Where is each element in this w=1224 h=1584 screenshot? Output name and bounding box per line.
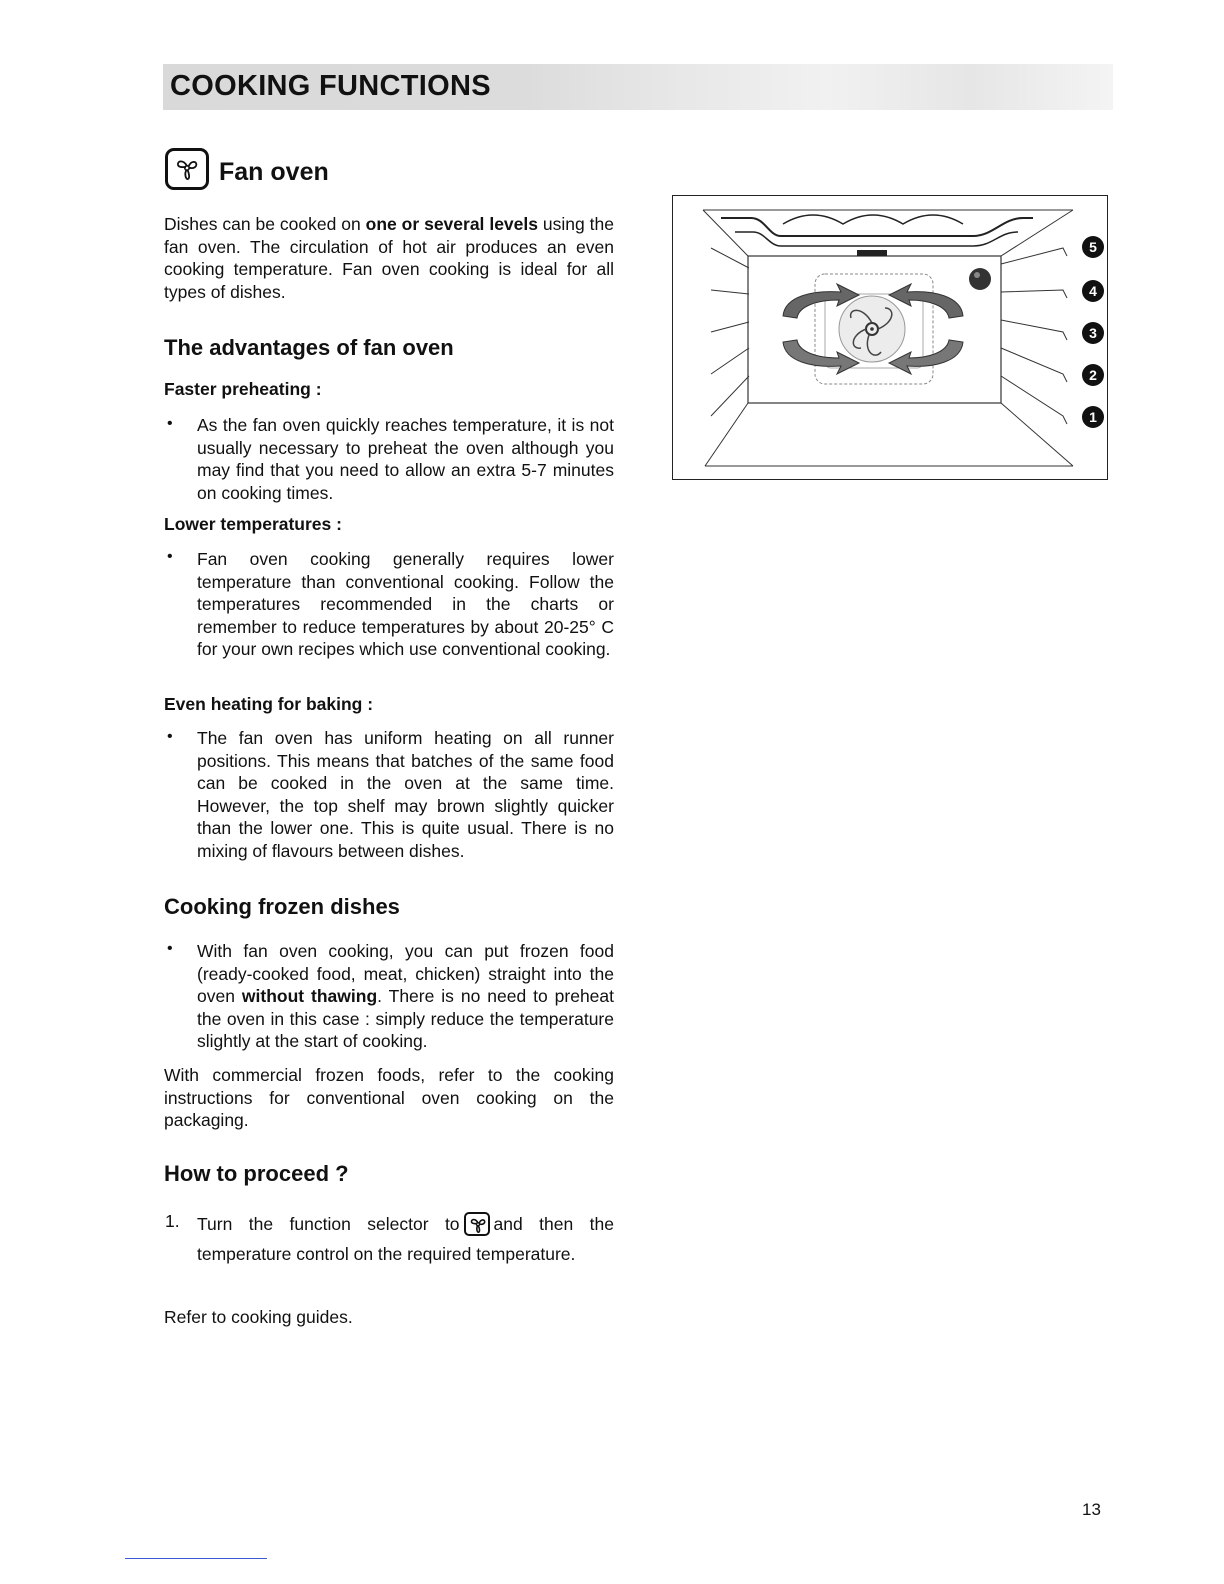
shelf-level-1: 1 — [1082, 406, 1104, 428]
frozen-bullet-text: With fan oven cooking, you can put frozen food (ready-cooked food, meat, chicken) straight into the oven without thawing. There is no need to preheat the oven in this case : simply reduce the temperature slightly at the start of cooking. — [197, 941, 615, 1052]
intro-paragraph: Dishes can be cooked on one or several levels using the fan oven. The circulation of hot air produces an even cooking temperature. Fan oven cooking is ideal for all types of dishes. — [164, 214, 614, 302]
step-text: Turn the function selector to and then the temperature control on the required temperature. — [197, 1214, 614, 1264]
shelf-level-5: 5 — [1082, 236, 1104, 258]
advantages-heading: The advantages of fan oven — [164, 335, 454, 360]
shelf-level-3: 3 — [1082, 322, 1104, 344]
shelf-level-4: 4 — [1082, 280, 1104, 302]
section-title: Fan oven — [219, 158, 329, 186]
fan-oven-icon — [165, 148, 209, 190]
page-title: COOKING FUNCTIONS — [170, 70, 491, 102]
refer-text: Refer to cooking guides. — [164, 1307, 353, 1327]
frozen-note: With commercial frozen foods, refer to the cooking instructions for conventional oven cooking on the packaging. — [164, 1065, 614, 1131]
page-number: 13 — [1082, 1500, 1101, 1519]
faster-preheating-heading: Faster preheating : — [164, 379, 322, 399]
faster-preheating-text: As the fan oven quickly reaches temperature, it is not usually necessary to preheat the oven although you may find that you need to allow an extra 5-7 minutes on cooking times. — [197, 415, 614, 503]
bullet-marker: • — [167, 940, 173, 957]
oven-diagram — [672, 195, 1108, 480]
even-heating-text: The fan oven has uniform heating on all runner positions. This means that batches of the same food can be cooked in the oven at the same time. However, the top shelf may brown slightly quicker than the lower one. This is quite usual. There is no mixing of flavours between dishes. — [197, 728, 614, 861]
step-number: 1. — [165, 1211, 180, 1231]
bullet-marker: • — [167, 728, 173, 745]
fan-oven-icon — [464, 1212, 490, 1236]
bullet-marker: • — [167, 548, 173, 565]
frozen-heading: Cooking frozen dishes — [164, 894, 400, 919]
shelf-level-2: 2 — [1082, 364, 1104, 386]
proceed-heading: How to proceed ? — [164, 1161, 349, 1186]
footer-rule — [125, 1558, 267, 1559]
even-heating-heading: Even heating for baking : — [164, 694, 374, 714]
bullet-marker: • — [167, 415, 173, 432]
lower-temperatures-text: Fan oven cooking generally requires lower temperature than conventional cooking. Follow the temperatures recommended in the charts or remember to reduce temperatures by about 20-25° C for your own recipes which use conventional cooking. — [197, 549, 614, 660]
lower-temperatures-heading: Lower temperatures : — [164, 514, 342, 534]
